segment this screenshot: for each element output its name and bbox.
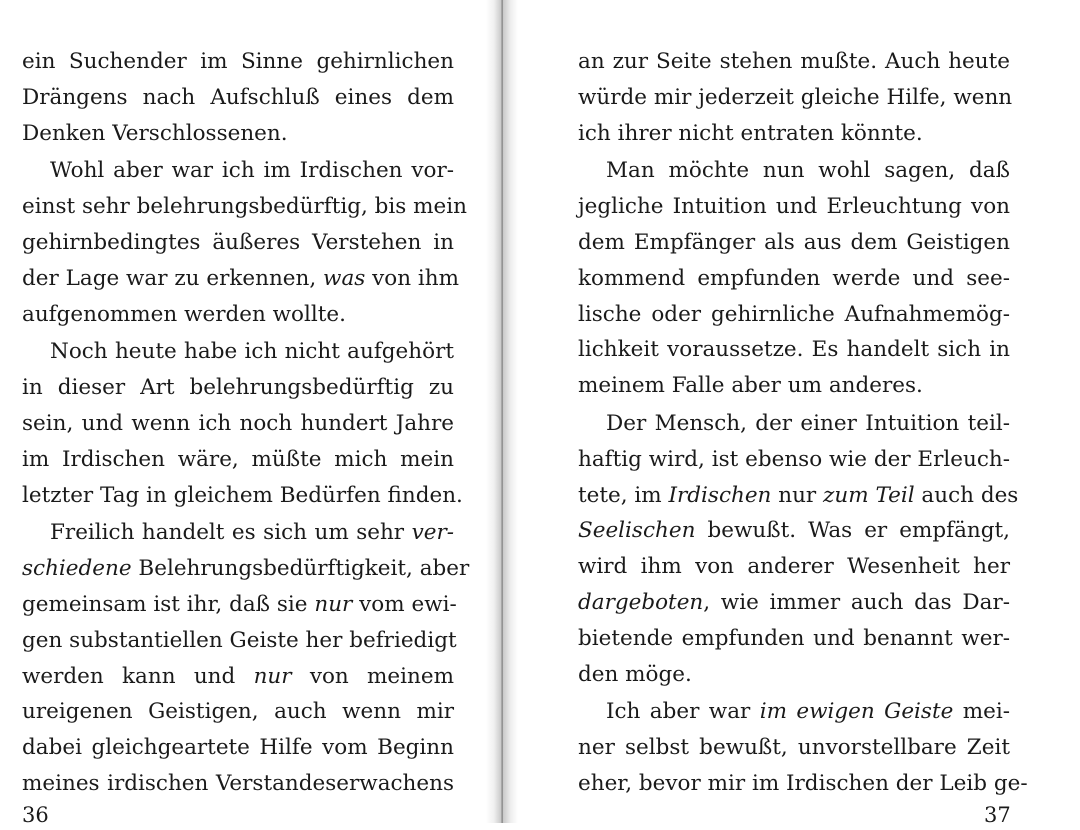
text-line <box>578 694 1010 730</box>
text-run: würde mir jederzeit gleiche Hilfe, wenn <box>578 84 1013 110</box>
book-gutter <box>486 0 518 823</box>
right-page-text <box>578 44 1028 802</box>
text-run: werden kann und <box>22 663 254 689</box>
left-page-number: 36 <box>22 803 49 827</box>
text-run: sein, und wenn ich noch hundert Jahre <box>22 410 454 436</box>
text-line <box>22 189 467 225</box>
text-run: dem Empfänger als aus dem Geistigen <box>578 229 1010 255</box>
italic-text: ver- <box>411 520 454 546</box>
text-run: Belehrungsbedürftigkeit, aber <box>131 556 470 582</box>
text-run: bewußt. Was er empfängt, <box>695 518 1010 544</box>
text-line <box>578 116 1010 152</box>
italic-text: schiedene <box>22 556 132 582</box>
text-line <box>22 587 457 623</box>
italic-text: dargeboten <box>578 589 704 615</box>
text-run: , wie immer auch das Dar- <box>703 589 1010 615</box>
text-line <box>578 44 1010 80</box>
text-run: dabei gleichgeartete Hilfe vom Beginn <box>22 735 454 761</box>
text-line <box>22 80 454 116</box>
text-run: Freilich handelt es sich um sehr <box>50 520 412 546</box>
text-line <box>578 766 1028 802</box>
text-run: einst sehr belehrungsbedürftig, bis mein <box>22 194 467 220</box>
text-run: ureigenen Geistigen, auch wenn mir <box>22 699 454 725</box>
italic-text: zum Teil <box>823 482 915 508</box>
text-line <box>22 44 454 80</box>
right-page-number: 37 <box>984 803 1011 827</box>
text-run: Der Mensch, der einer Intuition teil- <box>606 410 1010 436</box>
text-run: ein Suchender im Sinne gehirnlichen <box>22 49 454 74</box>
text-run: mei- <box>953 699 1010 725</box>
text-line <box>578 153 1010 189</box>
text-run: bietende empfunden und benannt wer- <box>578 625 1010 651</box>
text-run: im Irdischen wäre, müßte mich mein <box>22 446 454 472</box>
italic-text: Seelischen <box>578 518 696 544</box>
text-run: gemeinsam ist ihr, daß sie <box>22 591 315 617</box>
text-run: an zur Seite stehen mußte. Auch heute <box>578 49 1010 74</box>
italic-text: nur <box>314 591 353 617</box>
text-run: tete, im <box>578 482 669 508</box>
text-run: Denken Verschlossenen. <box>22 120 288 146</box>
text-line <box>22 334 454 370</box>
text-run: haftig wird, ist ebenso wie der Erleuch- <box>578 446 1010 472</box>
text-run: Wohl aber war ich im Irdischen vor- <box>50 158 454 184</box>
text-run: gen substantiellen Geiste her befriedigt <box>22 627 457 653</box>
italic-text: Irdischen <box>668 482 772 508</box>
text-line <box>22 623 457 659</box>
left-page-text <box>22 44 470 802</box>
text-run: lichkeit voraussetze. Es handelt sich in <box>578 337 1010 363</box>
text-line <box>22 694 454 730</box>
text-line <box>22 551 470 587</box>
text-run: ner selbst bewußt, unvorstellbare Zeit <box>578 735 1010 761</box>
text-run: ich ihrer nicht entraten könnte. <box>578 120 923 146</box>
text-line <box>22 225 454 261</box>
text-line <box>22 442 454 478</box>
text-run: der Lage war zu erkennen, <box>22 265 324 291</box>
text-line <box>22 478 463 514</box>
text-run: letzter Tag in gleichem Bedürfen finden. <box>22 482 463 508</box>
text-line <box>578 442 1010 478</box>
text-line <box>578 261 1010 297</box>
text-line <box>22 261 460 297</box>
text-line <box>22 116 454 152</box>
text-line <box>22 515 454 551</box>
text-line <box>578 189 1010 225</box>
text-run: Drängens nach Aufschluß eines dem <box>22 84 454 110</box>
text-run: Ich aber war <box>606 699 760 725</box>
text-run: nur <box>771 482 824 508</box>
text-run: meines irdischen Verstandeserwachens <box>22 770 454 796</box>
text-run: wird ihm von anderer Wesenheit her <box>578 554 1010 580</box>
text-line <box>22 153 454 189</box>
text-line <box>578 297 1010 333</box>
text-line <box>578 332 1010 368</box>
text-run: lische oder gehirnliche Aufnahmemög- <box>578 301 1010 327</box>
text-run: kommend empfunden werde und see- <box>578 265 1010 291</box>
text-run: jegliche Intuition und Erleuchtung von <box>578 194 1010 220</box>
text-line <box>22 297 454 333</box>
text-run: von ihm <box>365 265 460 291</box>
text-line <box>22 659 454 695</box>
text-line <box>578 478 1019 514</box>
text-run: meinem Falle aber um anderes. <box>578 373 923 399</box>
text-run: aufgenommen werden wollte. <box>22 301 346 327</box>
text-line <box>22 370 454 406</box>
text-line <box>578 80 1013 116</box>
text-line <box>578 549 1010 585</box>
text-run: eher, bevor mir im Irdischen der Leib ge- <box>578 770 1028 796</box>
text-run: auch des <box>914 482 1019 508</box>
italic-text: was <box>323 265 366 291</box>
text-run: Noch heute habe ich nicht aufgehört <box>50 339 454 365</box>
text-line <box>22 766 454 802</box>
text-run: gehirnbedingtes äußeres Verstehen in <box>22 229 454 255</box>
text-run: vom ewi- <box>352 591 457 617</box>
italic-text: im ewigen Geiste <box>759 699 954 725</box>
text-run: den möge. <box>578 661 692 687</box>
text-run: von meinem <box>291 663 454 689</box>
text-line <box>578 513 1010 549</box>
text-line <box>578 730 1010 766</box>
text-run: Man möchte nun wohl sagen, daß <box>606 158 1010 184</box>
text-line <box>578 406 1010 442</box>
text-line <box>578 368 1010 404</box>
text-line <box>578 657 1010 693</box>
text-line <box>578 585 1010 621</box>
text-line <box>578 225 1010 261</box>
text-run: in dieser Art belehrungsbedürftig zu <box>22 375 454 401</box>
text-line <box>22 406 454 442</box>
text-line <box>22 730 454 766</box>
italic-text: nur <box>253 663 292 689</box>
text-line <box>578 621 1010 657</box>
